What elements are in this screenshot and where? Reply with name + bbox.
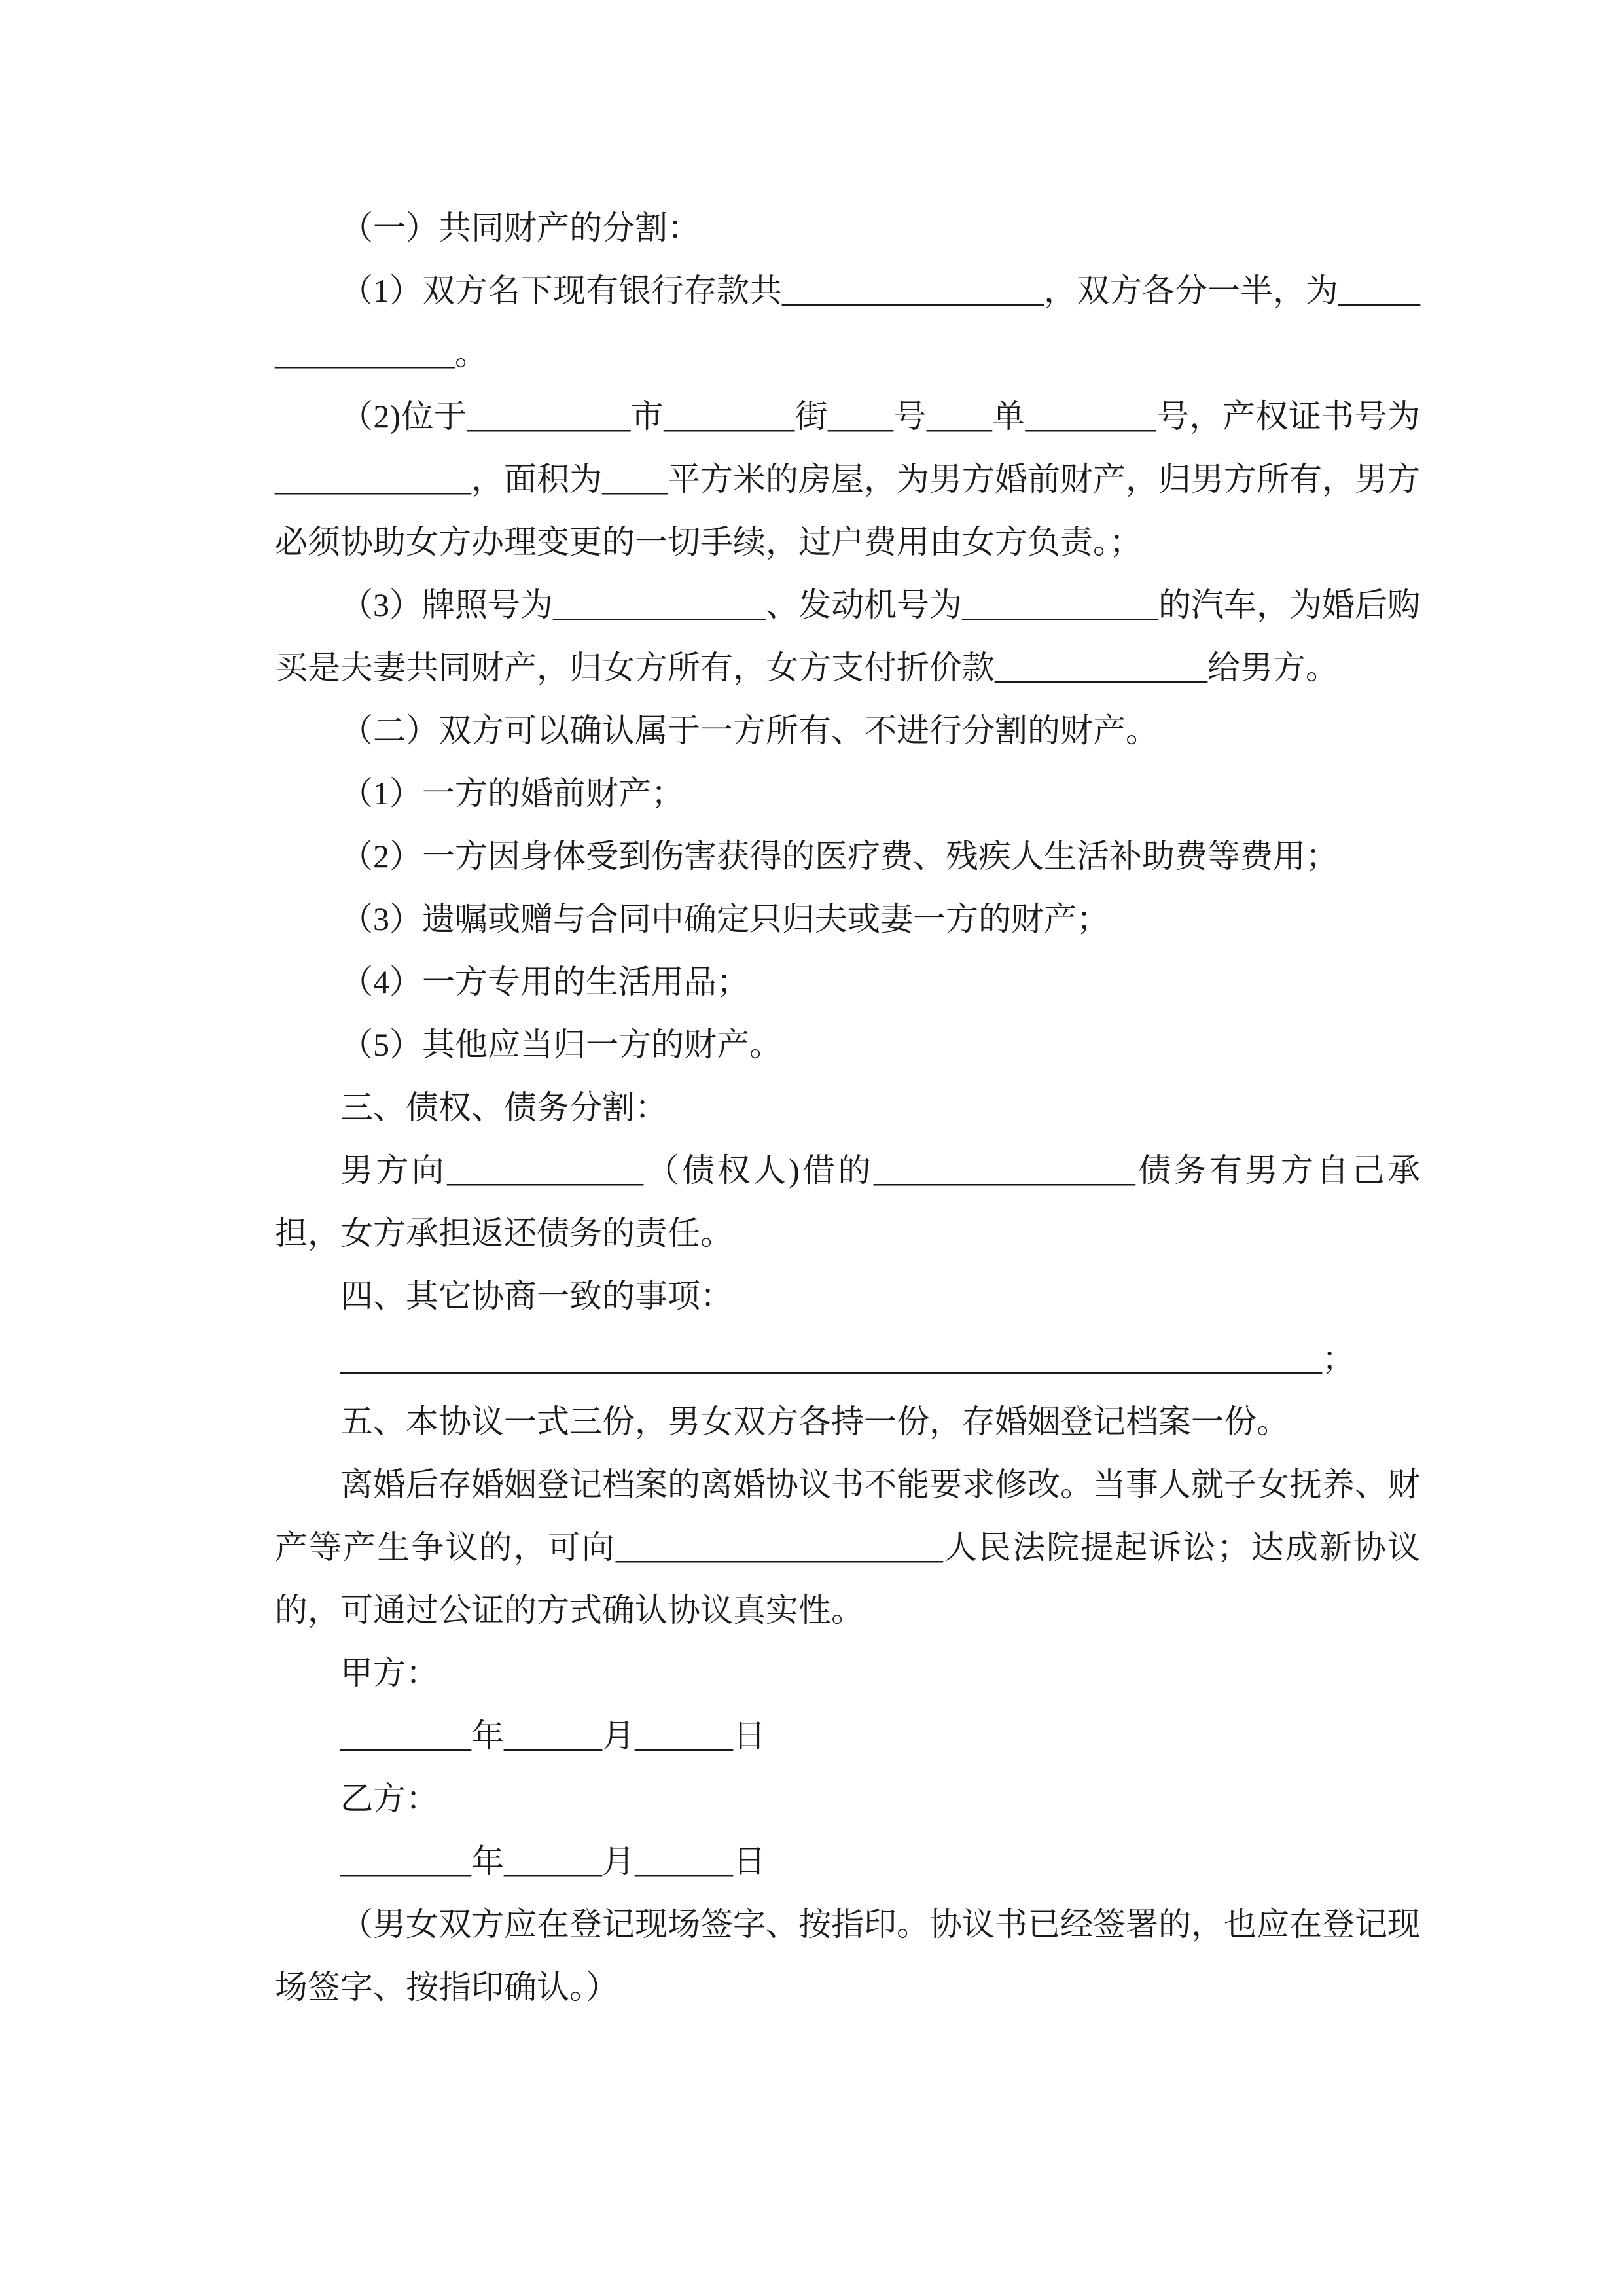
clause-house-property: （2)位于__________市________街____号____单________号，产权证书号为____________，面积为____平方米的房屋，为男方婚前财产，归男方所有，男方必须协助女方办理变更的一切手续，过户费用由女方负责。； <box>275 398 1420 560</box>
section-other-matters-heading: 四、其它协商一致的事项： <box>340 1278 733 1314</box>
section-common-property-heading: （一）共同财产的分割： <box>340 209 700 246</box>
item-bequest-property: （3）遗嘱或赠与合同中确定只归夫或妻一方的财产； <box>340 901 1109 937</box>
party-b-label: 乙方： <box>340 1780 438 1817</box>
clause-bank-deposit: （1）双方名下现有银行存款共________________，双方各分一半，为________________。 <box>275 272 1420 372</box>
item-other-property: （5）其他应当归一方的财产。 <box>340 1026 782 1063</box>
item-premarital-property: （1）一方的婚前财产； <box>340 775 684 812</box>
section-separate-property-heading: （二）双方可以确认属于一方所有、不进行分割的财产。 <box>340 712 1158 749</box>
clause-dispute-resolution: 离婚后存婚姻登记档案的离婚协议书不能要求修改。当事人就子女抚养、财产等产生争议的，可向____________________人民法院提起诉讼；达成新协议的，可通过公证的方式确认协议真实性。 <box>275 1466 1420 1628</box>
item-medical-compensation: （2）一方因身体受到伤害获得的医疗费、残疾人生活补助费等费用； <box>340 838 1338 874</box>
signature-note: （男女双方应在登记现场签字、按指印。协议书已经签署的，也应在登记现场签字、按指印确认。） <box>275 1906 1420 2005</box>
item-personal-articles: （4）一方专用的生活用品； <box>340 963 749 1000</box>
party-a-date-line: ________年______月______日 <box>340 1717 766 1754</box>
clause-car-property: （3）牌照号为_____________、发动机号为____________的汽车，为婚后购买是夫妻共同财产，归女方所有，女方支付折价款_____________给男方。 <box>275 586 1420 686</box>
blank-fill-line: ____________________________________________________________； <box>340 1340 1355 1377</box>
party-b-date-line: ________年______月______日 <box>340 1843 766 1880</box>
party-a-label: 甲方： <box>340 1655 438 1691</box>
section-debt-heading: 三、债权、债务分割： <box>340 1089 668 1126</box>
section-copies-clause: 五、本协议一式三份，男女双方各持一份，存婚姻登记档案一份。 <box>340 1403 1289 1440</box>
clause-debt-assignment: 男方向____________（债权人)借的________________债务有男方自己承担，女方承担返还债务的责任。 <box>275 1152 1420 1251</box>
